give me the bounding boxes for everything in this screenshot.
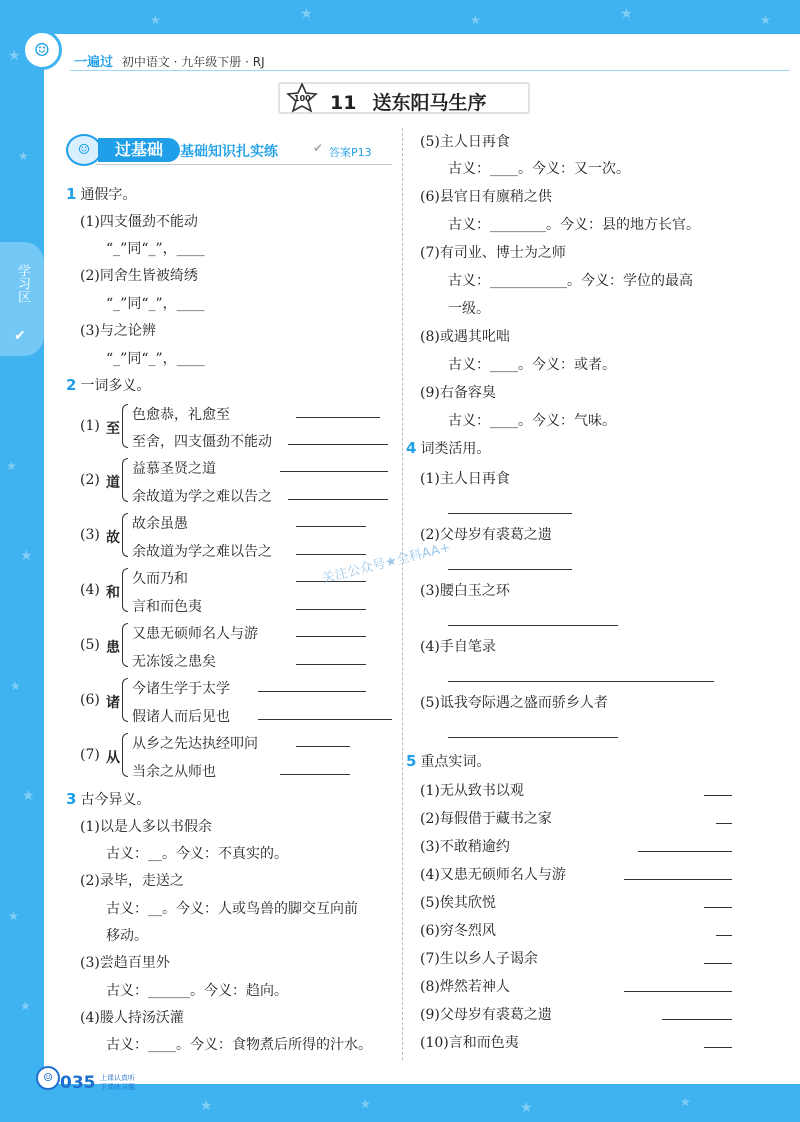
svg-text:★: ★ — [20, 548, 33, 564]
svg-text:★: ★ — [150, 13, 161, 27]
lesson-title: 送东阳马生序 — [372, 92, 487, 114]
brand-subtitle: 初中语文 · 九年级下册 · RJ — [121, 55, 265, 69]
section-subtitle: 基础知识扎实练 — [180, 144, 278, 160]
svg-text:★: ★ — [18, 149, 29, 163]
side-tab-label: 学习区 — [15, 264, 30, 303]
svg-text:★: ★ — [300, 6, 313, 22]
svg-text:★: ★ — [360, 1097, 371, 1111]
footer-mascot-icon: ☺ — [36, 1066, 60, 1090]
q1-blank-1[interactable]: “_”同“_”，____ — [106, 241, 205, 257]
section-banner-title: 过基础 — [98, 138, 180, 162]
q1-item-2: (2)同舍生皆被绮绣 — [80, 268, 198, 284]
svg-text:★: ★ — [760, 13, 771, 27]
q3-heading: 3 古今异义。 — [66, 790, 151, 808]
svg-text:★: ★ — [8, 909, 19, 923]
right-column: (5)主人日再食 古义：____。今义：又一次。 (6)县官日有廪稍之供 古义：________。今义：县的地方长官。 (7)有司业、博士为之师 古义：___________。今义：学位的最高 一级。 (8)或遇其叱咄 古义：____。今义：或者。 (9)右备容臭 古义：____。今义：气味。 4 词类活用。 (1)主人日再食 (2)父母岁有裘葛之遗 (3)腰白玉之环 (4)手自笔录 (5)诋我夸际遇之盛而骄乡人者 5 重点实词。 (1)无从致书以观 (2)每假借于藏书之家 (3)不敢稍逾约 (4)又患无硕师名人与游 (5)俟其欣悦 (6)穷冬烈风 (7)生以乡人子谒余 (8)烨然若神人 (9)父母岁有裘葛之遗 (10)言和而色夷 — [0, 0, 800, 1122]
mascot-icon: ☺ — [66, 134, 102, 166]
check-icon: ✔ — [14, 328, 26, 344]
svg-text:★: ★ — [10, 679, 21, 693]
svg-text:★: ★ — [680, 1095, 691, 1109]
svg-text:★: ★ — [200, 1098, 213, 1114]
svg-text:★: ★ — [22, 788, 35, 804]
q1-blank-2[interactable]: “_”同“_”，____ — [106, 296, 205, 312]
svg-text:★: ★ — [520, 1100, 533, 1116]
svg-text:★: ★ — [8, 48, 21, 64]
q1-item-1: (1)四支僵劲不能动 — [80, 214, 198, 230]
answer-check-icon: ✔ — [313, 141, 324, 155]
q1-blank-3[interactable]: “_”同“_”，____ — [106, 351, 205, 367]
lesson-number: 11 — [330, 92, 357, 114]
q2-heading: 2 一词多义。 — [66, 376, 151, 394]
q1-item-3: (3)与之论辨 — [80, 323, 156, 339]
answer-line[interactable] — [448, 724, 618, 738]
answer-reference[interactable]: 答案P13 — [329, 146, 372, 159]
answer-line[interactable] — [704, 950, 732, 964]
answer-line[interactable] — [448, 556, 572, 570]
watermark: 关注公众号★全科AA+ — [320, 540, 453, 587]
answer-line[interactable] — [704, 894, 732, 908]
answer-line[interactable] — [716, 922, 732, 936]
left-column: 1 通假字。 (1)四支僵劲不能动 “_”同“_”，____ (2)同舍生皆被绮绣 “_”同“_”，____ (3)与之论辨 “_”同“_”，____ 2 一词多义。 (1) 至 色愈恭，礼愈至 至舍，四支僵劲不能动 (2) 道 益慕圣贤之道 余故道为学之难以告之 (3) 故 故余虽愚 余故道为学之难以告之 (4) 和 久而乃和 言和而色夷 (5) 患 又患无硕师名人与游 无冻馁之患矣 (6) 诸 今诸生学于太学 假诸人而后见也 (7) 从 从乡之先达执经叩问 当余之从师也 3 古今异义。 (1)以是人多以书假余 古义：__。今义：不真实的。 (2)录毕，走送之 古义：__。今义：人或鸟兽的脚交互向前 移动。 (3)尝趋百里外 古义：______。今义：趋向。 (4)媵人持汤沃灌 古义：____。今义：食物煮后所得的汁水。 — [0, 0, 400, 1122]
svg-text:★: ★ — [20, 999, 31, 1013]
page-note: 上课认真听 下课练习题 — [100, 1074, 135, 1091]
answer-line[interactable] — [662, 1006, 732, 1020]
answer-line[interactable] — [624, 866, 732, 880]
answer-line[interactable] — [448, 668, 714, 682]
svg-text:★: ★ — [6, 459, 17, 473]
title-badge-icon: 100 — [286, 83, 318, 113]
answer-line[interactable] — [716, 810, 732, 824]
answer-line[interactable] — [624, 978, 732, 992]
q1-heading: 1 通假字。 — [66, 185, 137, 203]
answer-line[interactable] — [448, 500, 572, 514]
brand-logo-icon: ☺ — [22, 30, 62, 70]
q4-heading: 4 词类活用。 — [406, 439, 491, 457]
answer-line[interactable] — [704, 782, 732, 796]
svg-text:★: ★ — [620, 6, 633, 22]
q5-heading: 5 重点实词。 — [406, 752, 491, 770]
brand-name: 一遍过 — [74, 55, 114, 70]
page-number: 035 — [60, 1073, 96, 1093]
answer-line[interactable] — [638, 838, 732, 852]
answer-line[interactable] — [448, 612, 618, 626]
svg-text:★: ★ — [470, 13, 481, 27]
answer-line[interactable] — [704, 1034, 732, 1048]
